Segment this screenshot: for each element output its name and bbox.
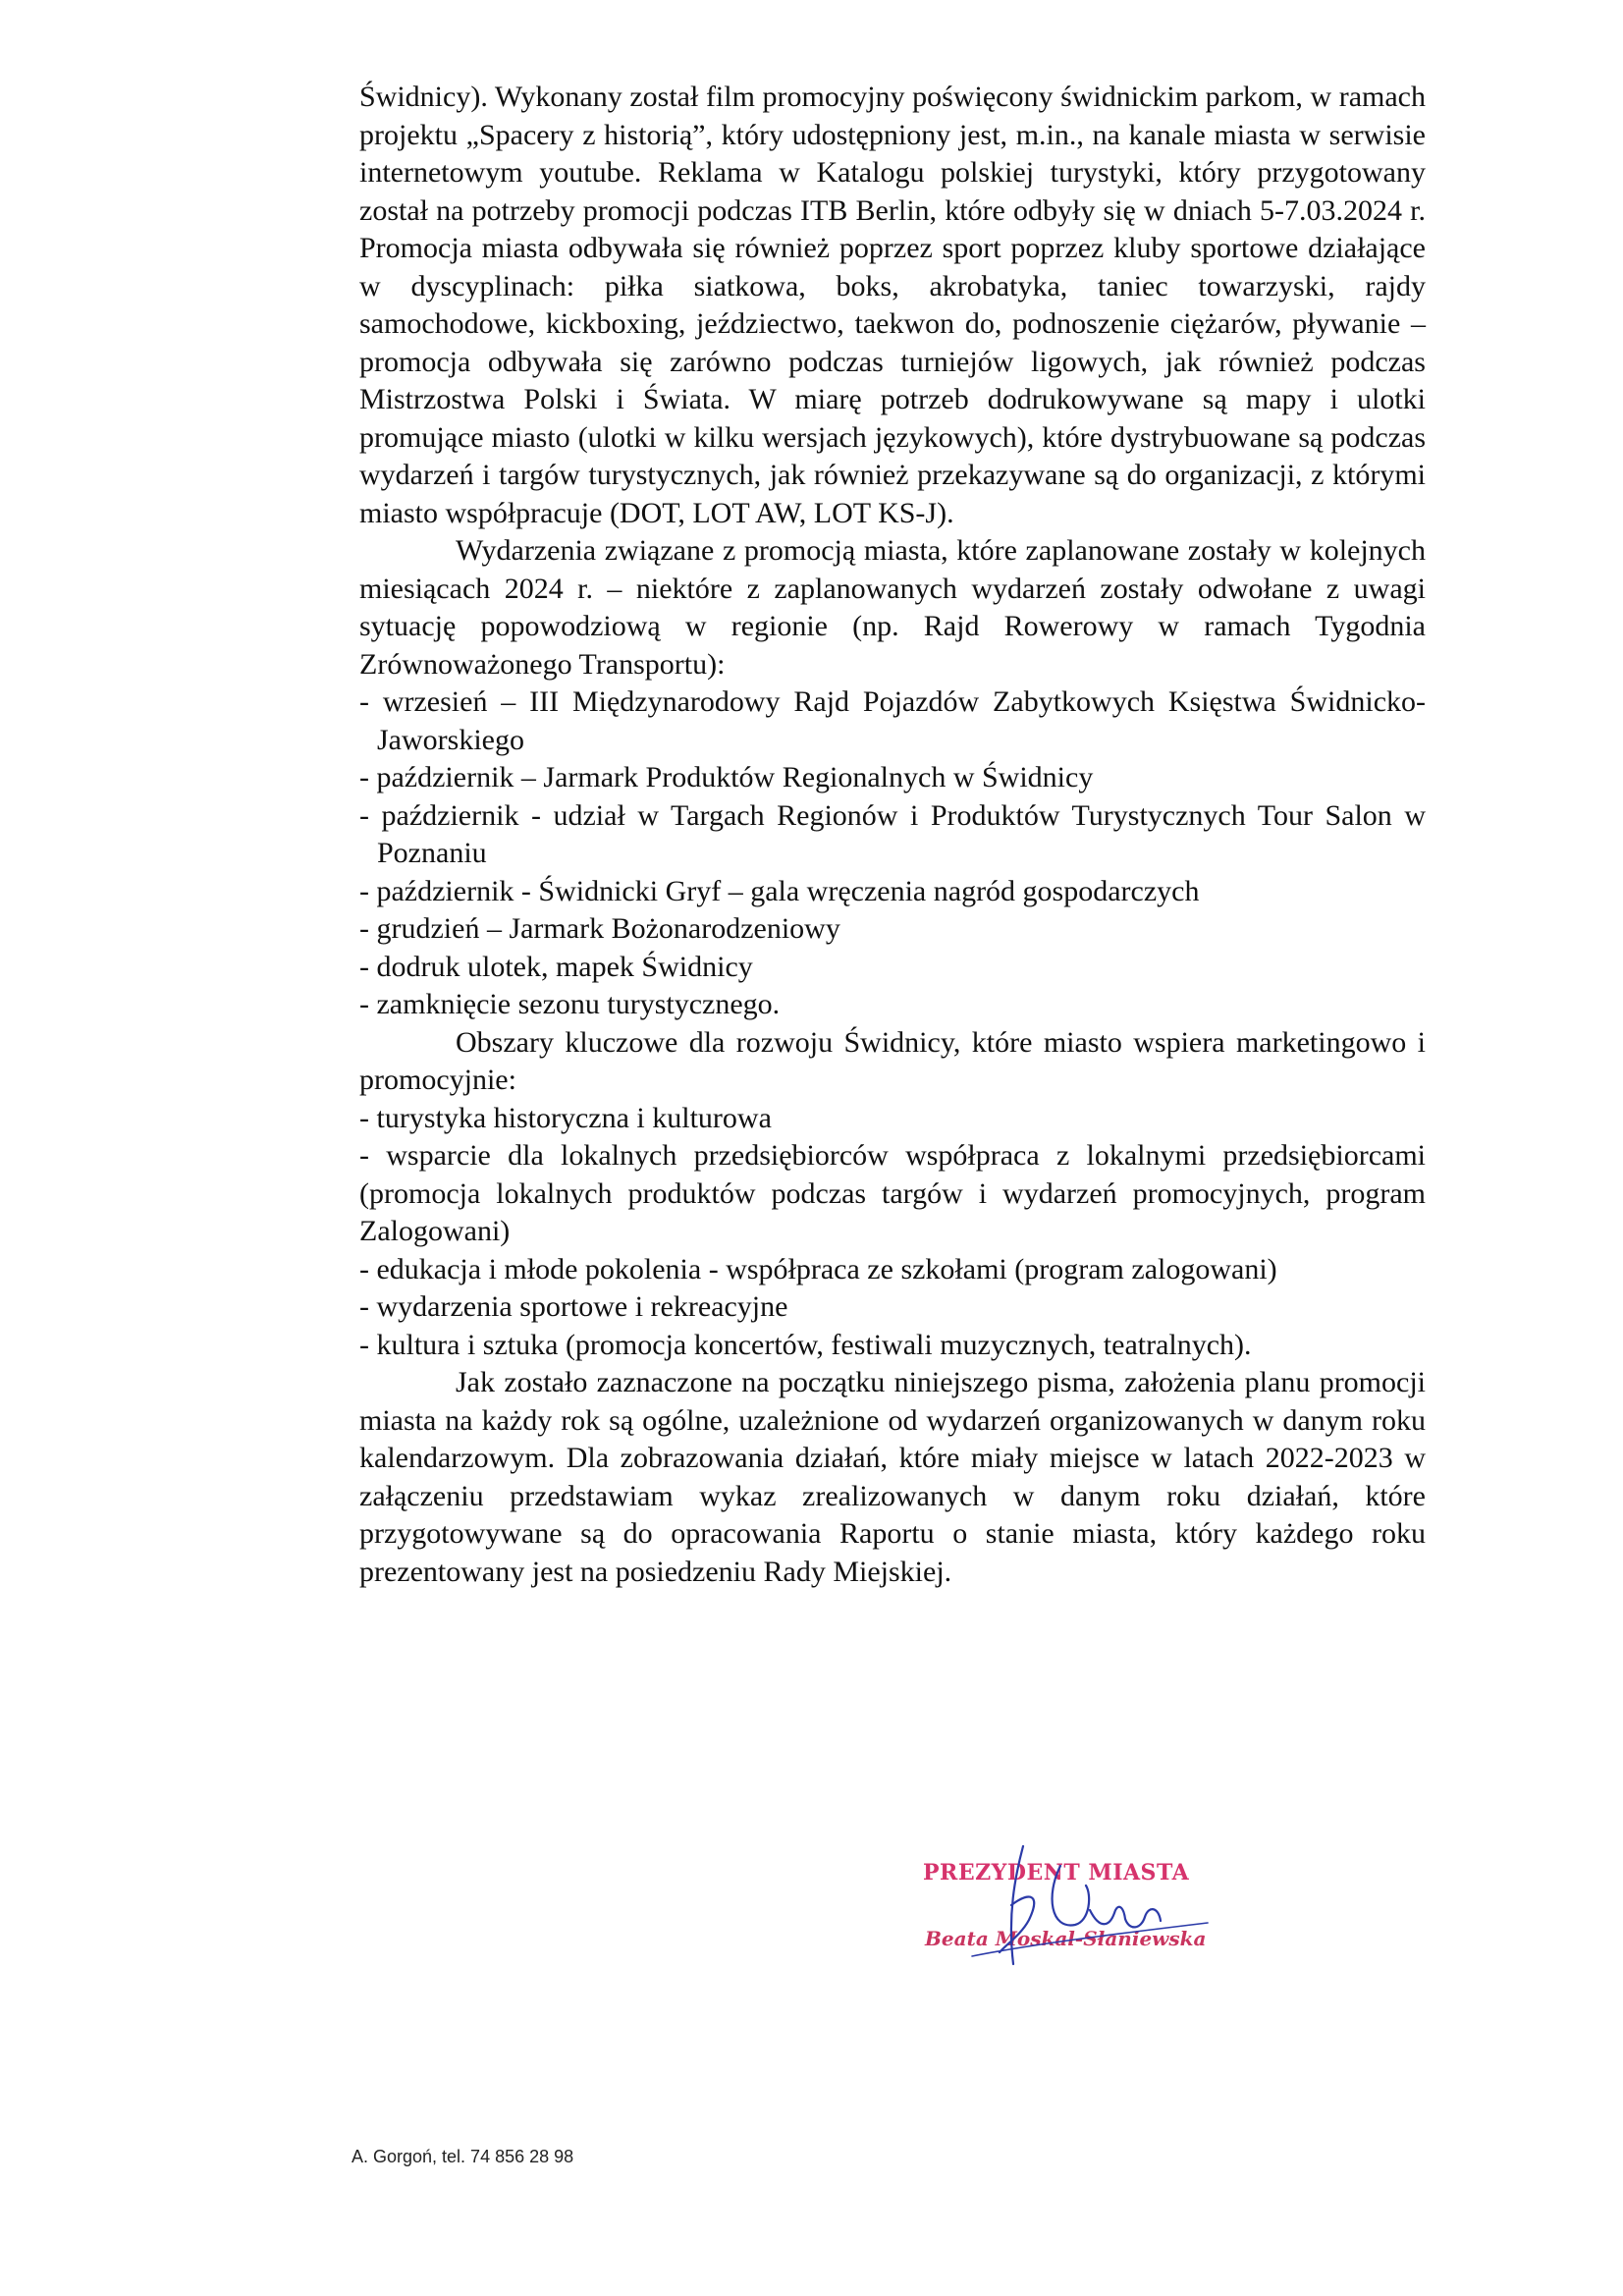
letter-body [359,79,1426,1591]
list-item: - zamknięcie sezonu turystycznego. [359,988,781,1020]
list-item: - edukacja i młode pokolenia - współpraca ze szkołami (program zalogowani) [359,1252,1277,1285]
handwritten-signature-icon [913,1836,1237,1984]
list-item: - październik - udział w Targach Regionów i Produktów Turystycznych Tour Salon w Poznaniu [359,798,1426,869]
paragraph-planned-events-intro: Wydarzenia związane z promocją miasta, które zaplanowane zostały w kolejnych miesiącach 2024 r. – niektóre z zaplanowanych wydarzeń zostały odwołane z uwagi sytuację popowodziową w regionie (np. Rajd Rowerowy w ramach Tygodnia Zrównoważonego Transportu): [359,534,1426,681]
list-item: - turystyka historyczna i kulturowa [359,1101,772,1134]
list-item: - grudzień – Jarmark Bożonarodzeniowy [359,912,840,945]
list-item: - wydarzenia sportowe i rekreacyjne [359,1290,788,1323]
list-item: - wsparcie dla lokalnych przedsiębiorców współpraca z lokalnymi przedsiębiorcami (promocja lokalnych produktów podczas targów i wydarzeń promocyjnych, program Zalogowani) [359,1139,1426,1247]
stamp-title: PREZYDENT MIASTA [923,1860,1190,1886]
paragraph-promotion-activities: Świdnicy). Wykonany został film promocyjny poświęcony świdnickim parkom, w ramach projektu „Spacery z historią”, który udostępniony jest, m.in., na kanale miasta w serwisie internetowym youtube. Reklama w Katalogu polskiej turystyki, który przygotowany został na potrzeby promocji podczas ITB Berlin, które odbyły się w dniach 5-7.03.2024 r. Promocja miasta odbywała się również poprzez sport poprzez kluby sportowe działające w dyscyplinach: piłka siatkowa, boks, akrobatyka, taniec towarzyski, rajdy samochodowe, kickboxing, jeździectwo, taekwon do, podnoszenie ciężarów, pływanie – promocja odbywała się zarówno podczas turniejów ligowych, jak również podczas Mistrzostwa Polski i Świata. W miarę potrzeb dodrukowywane są mapy i ulotki promujące miasto (ulotki w kilku wersjach językowych), które dystrybuowane są podczas wydarzeń i targów turystycznych, jak również przekazywane są do organizacji, z którymi miasto współpracuje (DOT, LOT AW, LOT KS-J). [359,81,1426,529]
paragraph-closing: Jak zostało zaznaczone na początku niniejszego pisma, założenia planu promocji miasta na każdy rok są ogólne, uzależnione od wydarzeń organizowanych w danym roku kalendarzowym. Dla zobrazowania działań, które miały miejsce w latach 2022-2023 w załączeniu przedstawiam wykaz zrealizowanych w danym roku działań, które przygotowywane są do opracowania Raportu o stanie miasta, który każdego roku prezentowany jest na posiedzeniu Rady Miejskiej. [359,1366,1426,1588]
list-item: - dodruk ulotek, mapek Świdnicy [359,950,753,983]
list-item: - wrzesień – III Międzynarodowy Rajd Pojazdów Zabytkowych Księstwa Świdnicko-Jaworskiego [359,685,1426,756]
list-item: - październik – Jarmark Produktów Regionalnych w Świdnicy [359,761,1094,793]
stamp-name: Beata Moskal-Słaniewska [925,1927,1207,1950]
planned-events-list [359,683,1426,1024]
author-contact: A. Gorgoń, tel. 74 856 28 98 [352,2147,574,2166]
list-item: - październik - Świdnicki Gryf – gala wręczenia nagród gospodarczych [359,874,1200,907]
signature-stamp [913,1836,1237,1984]
key-areas-list [359,1100,1426,1365]
list-item: - kultura i sztuka (promocja koncertów, festiwali muzycznych, teatralnych). [359,1328,1252,1361]
paragraph-key-areas-intro: Obszary kluczowe dla rozwoju Świdnicy, które miasto wspiera marketingowo i promocyjnie: [359,1025,1426,1096]
